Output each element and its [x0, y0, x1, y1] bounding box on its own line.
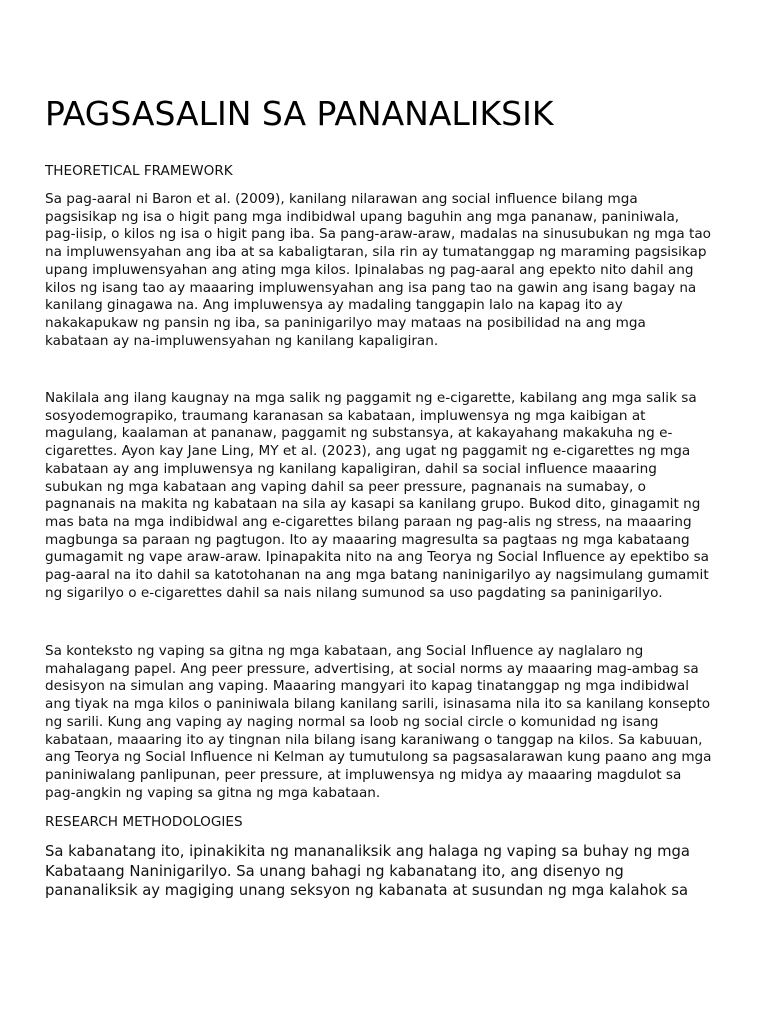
paragraph-social-influence-definition — [45, 191, 735, 350]
text-line: magulang, kaalaman at pananaw, paggamit ng substansya, at kakayahang makakuha ng e- — [45, 425, 673, 442]
text-line: pagnanais na makita ng kabataan na sila ay kasapi sa kanilang grupo. Bukod dito, ginagamit ng — [45, 496, 701, 513]
text-line: ng sigarilyo o e-cigarettes dahil sa nais nilang sumunod sa uso pagdating sa paninigarilyo. — [45, 584, 663, 601]
text-line: pananaliksik ay magiging unang seksyon ng kabanata at susundan ng mga kalahok sa — [45, 882, 689, 899]
text-line: Sa konteksto ng vaping sa gitna ng mga kabataan, ang Social Influence ay naglalaro ng — [45, 643, 644, 659]
paragraph-research-methodologies — [45, 842, 735, 901]
text-line: pag-angkin ng vaping sa gitna ng mga kabataan. — [45, 784, 381, 801]
text-line: mas bata na mga indibidwal ang e-cigarettes bilang paraan ng pag-alis ng stress, na maaaring — [45, 513, 692, 530]
text-line: kabataan, maaaring ito ay tingnan nila bilang isang karaniwang o tanggap na kilos. Sa kabuuan, — [45, 731, 703, 748]
text-line: Nakilala ang ilang kaugnay na mga salik ng paggamit ng e-cigarette, kabilang ang mga salik sa — [45, 390, 697, 406]
text-line: ang Teorya ng Social Influence ni Kelman ay tumutulong sa pagsasalarawan kung paano ang mga — [45, 749, 712, 766]
text-line: upang impluwensyahan ang ating mga kilos. Ipinalabas ng pag-aaral ang epekto nito dahil ang — [45, 261, 694, 278]
text-line: pag-iisip, o kilos ng isa o higit pang iba. Sa pang-araw-araw, madalas na sinusubukan ng mga tao — [45, 226, 712, 243]
text-line: mahalagang papel. Ang peer pressure, advertising, at social norms ay maaaring mag-ambag sa — [45, 660, 699, 677]
text-line: cigarettes. Ayon kay Jane Ling, MY et al. (2023), ang ugat ng paggamit ng e-cigarettes ng mga — [45, 443, 691, 460]
page-title: PAGSASALIN SA PANANALIKSIK — [45, 94, 554, 133]
text-line: sosyodemograpiko, traumang karanasan sa kabataan, impluwensya ng mga kaibigan at — [45, 407, 646, 424]
text-line: subukan ng mga kabataan ang vaping dahil sa peer pressure, pagnanais na sumabay, o — [45, 478, 646, 495]
text-line: desisyon na simulan ang vaping. Maaaring mangyari ito kapag tinatanggap ng mga indibidwal — [45, 678, 689, 695]
text-line: magbunga sa paraan ng pagtugon. Ito ay maaaring magresulta sa pagtaas ng mga kabataang — [45, 531, 690, 548]
section-heading-theoretical-framework: THEORETICAL FRAMEWORK — [45, 163, 233, 179]
text-line: ang tiyak na mga kilos o paniniwala bilang kanilang sarili, isinasama nila ito sa kanilang konsepto — [45, 696, 711, 713]
text-line: Sa pag-aaral ni Baron et al. (2009), kanilang nilarawan ang social influence bilang mga — [45, 191, 638, 207]
text-line: paniniwalang panlipunan, peer pressure, at impluwensya ng midya ay maaaring magdulot sa — [45, 766, 682, 783]
text-line: gumagamit ng vape araw-araw. Ipinapakita nito na ang Teorya ng Social Influence ay epektibo sa — [45, 549, 710, 566]
section-heading-research-methodologies: RESEARCH METHODOLOGIES — [45, 814, 243, 830]
text-line: kanilang ginagawa na. Ang impluwensya ay madaling tanggapin lalo na kapag ito ay — [45, 297, 623, 314]
text-line: pagsisikap ng isa o higit pang mga indibidwal upang baguhin ang mga pananaw, paniniwala, — [45, 208, 680, 225]
text-line: ng sarili. Kung ang vaping ay naging normal sa loob ng social circle o komunidad ng isang — [45, 713, 659, 730]
text-line: kabataan ay na-impluwensyahan ng kanilang kapaligiran. — [45, 332, 439, 349]
text-line: na impluwensyahan ang iba at sa kabaligtaran, sila rin ay tumatanggap ng maraming pagsisikap — [45, 244, 707, 261]
paragraph-ecigarette-factors — [45, 390, 735, 602]
text-line: Kabataang Naninigarilyo. Sa unang bahagi ng kabanatang ito, ang disenyo ng — [45, 862, 624, 880]
text-line: nakakapukaw ng pansin ng iba, sa paninigarilyo may mataas na posibilidad na ang mga — [45, 314, 646, 331]
text-line: kilos ng isang tao ay maaaring impluwensyahan ang isa pang tao na gawin ang isang bagay na — [45, 279, 697, 296]
paragraph-vaping-context — [45, 643, 735, 802]
text-line: kabataan ay ang impluwensya ng kanilang kapaligiran, dahil sa social influence maaaring — [45, 460, 657, 477]
text-line: pag-aaral na ito dahil sa katotohanan na ang mga batang naninigarilyo ay nagsimulang gumamit — [45, 567, 709, 584]
text-line: Sa kabanatang ito, ipinakikita ng mananaliksik ang halaga ng vaping sa buhay ng mga — [45, 843, 690, 860]
